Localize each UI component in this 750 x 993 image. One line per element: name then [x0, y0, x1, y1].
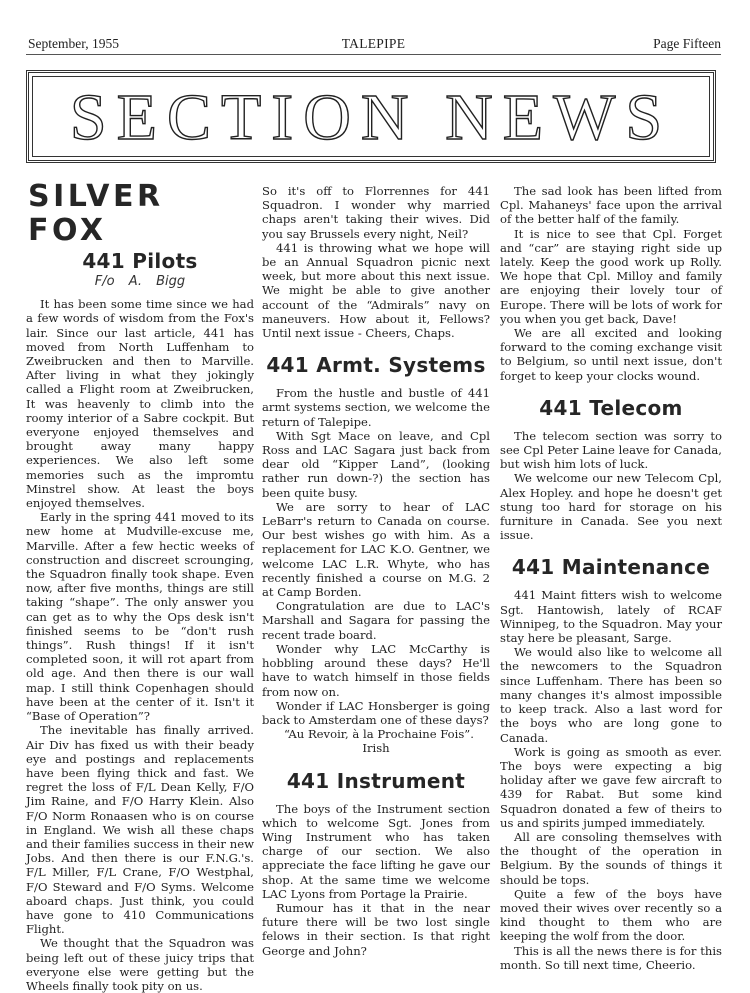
paragraph: We would also like to welcome all the newcomers to the Squadron since Luffenham. There has been so many changes it's almost impossible to keep track. Also a last word for the boys who are long gone to Canada. [500, 645, 722, 745]
paragraph: Quite a few of the boys have moved their wives over recently so a kind thought to them who are keeping the wolf from the door. [500, 886, 722, 944]
paragraph: It has been some time since we had a few words of wisdom from the Fox's lair. Since our last article, 441 has moved from North Luffenham to Zweibrucken and then to Marville. After living in what they jokingly called a Flight room at Zweibrucken, It was heavenly to climb into the roomy interior of a Sabre cockpit. But everyone enjoyed themselves and brought away many happy experiences. We also left some memories such as the impromtu Minstrel show. At least the boys enjoyed themselves. [26, 297, 254, 511]
signature: Irish [362, 741, 390, 756]
paragraph: All are consoling themselves with the thought of the operation in Belgium. By the sounds of things it should be tops. [500, 829, 722, 887]
paragraph: It is nice to see that Cpl. Forget and “car” are staying right side up lately. Keep the good work up Rolly. We hope that Cpl. Milloy and family are enjoying their lovely tour of Europe. There will be lots of work for you when you get back, Dave! [500, 226, 722, 326]
paragraph: Wonder if LAC Honsberger is going back to Amsterdam one of these days? [262, 698, 490, 727]
paragraph: This is all the news there is for this month. So till next time, Cheerio. [500, 943, 722, 972]
paragraph: 441 is throwing what we hope will be an Annual Squadron picnic next week, but more about this next issue. We might be able to give another account of the “Admirals” navy on maneuvers. How about it, Fellows? Until next issue - Cheers, Chaps. [262, 240, 490, 341]
publication-name: TALEPIPE [341, 36, 406, 51]
page-number: Page Fifteen [653, 36, 721, 51]
paragraph: Rumour has it that in the near future there will be two lost single felows in their section. Is that right George and John? [262, 900, 490, 958]
section-title-maintenance: 441 Maintenance [511, 555, 711, 580]
column-1 [26, 180, 254, 993]
section-title-instrument: 441 Instrument [286, 768, 466, 793]
banner-title: SECTION NEWS [69, 81, 673, 154]
section-title-armt-systems: 441 Armt. Systems [266, 353, 486, 378]
byline: F/o A. Bigg [94, 274, 186, 289]
paragraph: The inevitable has finally arrived. Air Div has fixed us with their beady eye and postings and replacements have been flying thick and fast. We regret the loss of F/L Dean Kelly, F/O Jim Raine, and F/O Harry Klein. Also F/O Norm Ronaasen who is on course in England. We wish all these chaps and their families success in their new Jobs. And then there is our F.N.G.'s. F/L Miller, F/L Crane, F/O Westphal, F/O Steward and F/O Syms. Welcome aboard chaps. Just think, you could have gone to 410 Communications Flight. [26, 723, 254, 937]
section-title-pilots: 441 Pilots [82, 249, 198, 273]
paragraph: Work is going as smooth as ever. The boys were expecting a big holiday after we gave few aircraft to 439 for Rabat. But some kind Squadron donated a few of theirs to us and spirits jumped immediately. [500, 744, 722, 830]
issue-date: September, 1955 [28, 36, 119, 51]
paragraph: The telecom section was sorry to see Cpl Peter Laine leave for Canada, but wish him lots of luck. [500, 428, 722, 472]
paragraph: Wonder why LAC McCarthy is hobbling around these days? He'll have to watch himself in those fields from now on. [262, 641, 490, 699]
paragraph: We are sorry to hear of LAC LeBarr's return to Canada on course. Our best wishes go with him. As a replacement for LAC K.O. Gentner, we welcome LAC L.R. Whyte, who has recently finished a course on M.G. 2 at Camp Borden. [262, 499, 490, 600]
column-2 [262, 184, 490, 958]
paragraph: With Sgt Mace on leave, and Cpl Ross and LAC Sagara just back from dear old “Kipper Land”, (looking rather run down-?) the section has been quite busy. [262, 428, 490, 500]
paragraph: The boys of the Instrument section which to welcome Sgt. Jones from Wing Instrument who has taken charge of our section. We also appreciate the face lifting he gave our shop. At the same time we welcome LAC Lyons from Portage la Prairie. [262, 801, 490, 901]
paragraph: “Au Revoir, à la Prochaine Fois”. [284, 727, 474, 742]
paragraph: We are all excited and looking forward to the coming exchange visit to Belgium, so until next issue, don't forget to keep your clocks wound. [500, 326, 722, 383]
column-3 [500, 184, 722, 972]
silver-fox-masthead: SILVER FOX [28, 179, 164, 248]
paragraph: 441 Maint fitters wish to welcome Sgt. Hantowish, lately of RCAF Winnipeg, to the Squadron. May your stay here be pleasant, Sarge. [500, 588, 722, 646]
running-header [26, 36, 721, 55]
paragraph: We welcome our new Telecom Cpl, Alex Hopley. and hope he doesn't get stung too hard for storage on his furniture in Canada. See you next issue. [500, 471, 722, 543]
section-news-banner [26, 70, 716, 163]
paragraph: So it's off to Florrennes for 441 Squadron. I wonder why married chaps aren't taking their wives. Did you say Brussels every night, Neil? [262, 184, 490, 241]
paragraph: We thought that the Squadron was being left out of these juicy trips that everyone else were getting but the Wheels finally took pity on us. [26, 936, 254, 993]
paragraph: Early in the spring 441 moved to its new home at Mudville-excuse me, Marville. After a few hectic weeks of construction and discreet scrounging, the Squadron finally took shape. Even now, after five months, things are still taking “shape”. The only answer you can get as to why the Ops desk isn't finished seems to be “don't rush things”. Rush things! If it isn't completed soon, it will rot apart from old age. And then there is our wall map. I still think Copenhagen should have been at the center of it. Isn't it “Base of Operation”? [26, 510, 254, 724]
paragraph: From the hustle and bustle of 441 armt systems section, we welcome the return of Talepipe. [262, 386, 490, 429]
paragraph: Congratulation are due to LAC's Marshall and Sagara for passing the recent trade board. [262, 599, 490, 642]
paragraph: The sad look has been lifted from Cpl. Mahaneys' face upon the arrival of the better half of the family. [500, 184, 722, 227]
section-title-telecom: 441 Telecom [539, 395, 683, 420]
